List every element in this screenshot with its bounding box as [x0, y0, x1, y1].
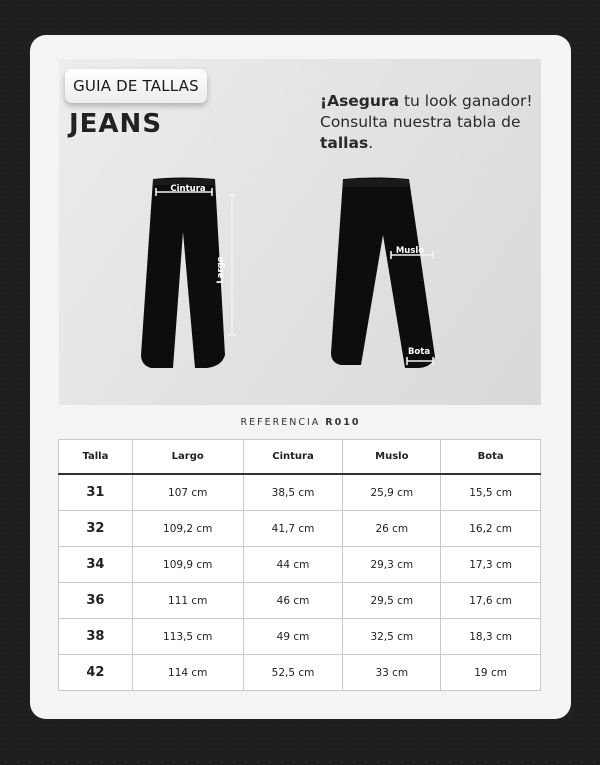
tagline [320, 91, 540, 154]
table-row [59, 619, 541, 655]
tagline-line1: tu look ganador! [399, 92, 533, 110]
cell-cintura: 41,7 cm [243, 511, 343, 547]
cell-muslo: 29,3 cm [343, 547, 441, 583]
tagline-line3: . [368, 134, 374, 152]
cell-talla: 36 [59, 583, 133, 619]
table-row [59, 511, 541, 547]
cell-largo: 113,5 cm [132, 619, 243, 655]
reference-label: REFERENCIA [240, 417, 321, 428]
cell-largo: 107 cm [132, 474, 243, 511]
cell-bota: 17,3 cm [441, 547, 541, 583]
cell-cintura: 44 cm [243, 547, 343, 583]
cell-talla: 38 [59, 619, 133, 655]
size-table [58, 439, 541, 691]
cell-cintura: 52,5 cm [243, 655, 343, 691]
cell-talla: 32 [59, 511, 133, 547]
hem-label: Bota [407, 347, 431, 357]
cell-cintura: 49 cm [243, 619, 343, 655]
cell-muslo: 32,5 cm [343, 619, 441, 655]
reference-code: R010 [325, 417, 361, 428]
table-row [59, 583, 541, 619]
cell-talla: 31 [59, 474, 133, 511]
tagline-emphasis: ¡Asegura [320, 92, 400, 110]
cell-bota: 19 cm [441, 655, 541, 691]
cell-bota: 16,2 cm [441, 511, 541, 547]
size-guide-card [30, 35, 571, 719]
header-bota: Bota [441, 440, 541, 475]
cell-largo: 114 cm [132, 655, 243, 691]
size-guide-banner [59, 59, 541, 405]
table-header-row [59, 440, 541, 475]
thigh-label: Muslo [395, 246, 425, 256]
cell-muslo: 33 cm [343, 655, 441, 691]
cell-largo: 109,2 cm [132, 511, 243, 547]
tagline-emphasis-2: tallas [320, 134, 369, 152]
header-largo: Largo [132, 440, 243, 475]
cell-bota: 15,5 cm [441, 474, 541, 511]
cell-cintura: 46 cm [243, 583, 343, 619]
header-cintura: Cintura [243, 440, 343, 475]
table-row [59, 474, 541, 511]
cell-bota: 18,3 cm [441, 619, 541, 655]
product-title: JEANS [69, 109, 163, 139]
cell-talla: 42 [59, 655, 133, 691]
cell-muslo: 25,9 cm [343, 474, 441, 511]
length-label: Largo [216, 256, 226, 284]
cell-largo: 111 cm [132, 583, 243, 619]
guide-label: GUIA DE TALLAS [65, 69, 207, 103]
jeans-front-illustration [129, 177, 249, 372]
waist-label: Cintura [170, 184, 206, 194]
reference-line [30, 417, 571, 428]
table-row [59, 547, 541, 583]
tagline-line2: Consulta nuestra tabla de [320, 113, 521, 131]
cell-cintura: 38,5 cm [243, 474, 343, 511]
header-talla: Talla [59, 440, 133, 475]
header-muslo: Muslo [343, 440, 441, 475]
jeans-back-illustration [327, 177, 447, 372]
cell-muslo: 26 cm [343, 511, 441, 547]
cell-muslo: 29,5 cm [343, 583, 441, 619]
table-row [59, 655, 541, 691]
cell-largo: 109,9 cm [132, 547, 243, 583]
cell-talla: 34 [59, 547, 133, 583]
cell-bota: 17,6 cm [441, 583, 541, 619]
